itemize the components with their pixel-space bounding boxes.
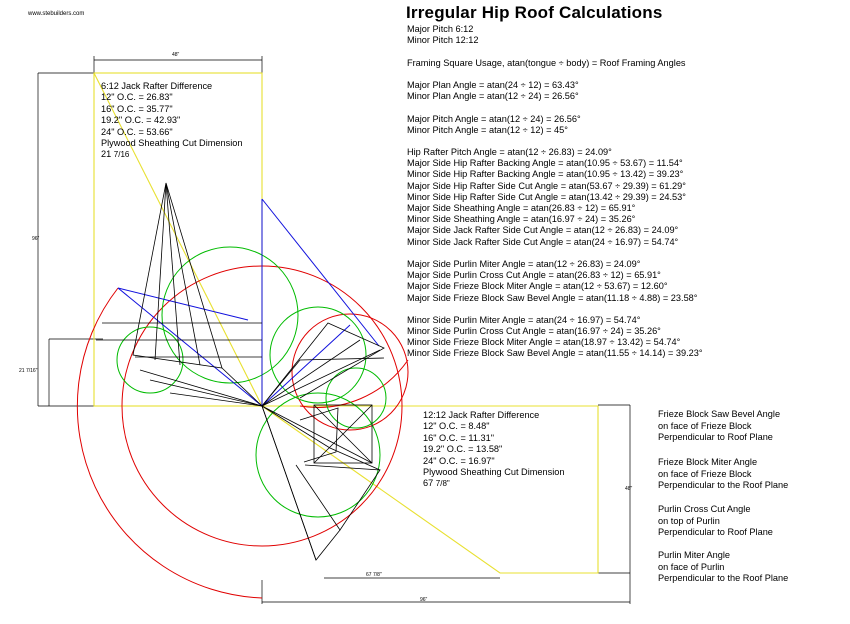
sheathing-whole: 21 [101,149,112,160]
legend-line: Purlin Miter Angle [658,550,731,560]
dimension-left-mid: 21 7/16" [19,368,38,374]
red-arcs [77,266,408,598]
legend-line: Perpendicular to Roof Plane [658,527,773,538]
spacing-line: 16" O.C. = 35.77" [101,103,173,114]
legend-line: Perpendicular to the Roof Plane [658,573,789,584]
formula-line: Major Side Frieze Block Miter Angle = atan(12 ÷ 53.67) = 12.60° [407,281,668,292]
formula-line: Framing Square Usage, atan(tongue ÷ body) = Roof Framing Angles [407,57,686,68]
legend-line: on face of Frieze Block [658,420,752,431]
sheathing-fraction: 7/8" [435,479,450,489]
formula-line: Major Pitch Angle = atan(12 ÷ 24) = 26.56° [407,113,581,124]
spacing-line: 24" O.C. = 16.97" [423,455,495,466]
legend-line: Perpendicular to Roof Plane [658,432,773,443]
formula-line: Minor Side Purlin Miter Angle = atan(24 ÷ 16.97) = 54.74° [407,314,641,325]
formula-line: Minor Side Frieze Block Saw Bevel Angle = atan(11.55 ÷ 14.14) = 39.23° [407,348,703,359]
construction-lines [96,183,384,560]
website-label: www.stebuilders.com [28,11,85,17]
formula-line: Minor Side Jack Rafter Side Cut Angle = atan(24 ÷ 16.97) = 54.74° [407,236,679,247]
sheathing-dimension [101,149,242,160]
spacing-line: 12" O.C. = 8.48" [423,421,490,432]
dimension-left-height: 96" [32,236,40,242]
spacing-line: 24" O.C. = 53.66" [101,126,173,137]
formula-line: Major Side Jack Rafter Side Cut Angle = atan(12 ÷ 26.83) = 24.09° [407,225,679,236]
sheathing-fraction: 7/16 [113,150,130,160]
dimension-bottom-mid: 67 7/8" [366,572,382,578]
legend-line: Frieze Block Miter Angle [658,457,758,467]
legend-purlin-cross-cut [658,504,773,539]
page-title: Irregular Hip Roof Calculations [406,3,663,22]
formula-line: Major Side Hip Rafter Backing Angle = atan(10.95 ÷ 53.67) = 11.54° [407,158,683,169]
legend-line: on top of Purlin [658,515,720,526]
sheathing-label: Plywood Sheathing Cut Dimension [423,466,565,477]
formula-line: Minor Side Purlin Cross Cut Angle = atan(16.97 ÷ 24) = 35.26° [407,326,661,337]
box-heading: 6:12 Jack Rafter Difference [101,81,213,91]
formula-line: Minor Plan Angle = atan(12 ÷ 24) = 26.56° [407,91,579,102]
legend-frieze-saw-bevel [658,409,780,444]
box-heading: 12:12 Jack Rafter Difference [423,410,540,420]
spacing-line: 19.2" O.C. = 42.93" [101,115,181,126]
spacing-line: 12" O.C. = 26.83" [101,92,173,103]
formula-line: Minor Side Hip Rafter Backing Angle = atan(10.95 ÷ 13.42) = 39.23° [407,169,684,180]
formula-line: Major Side Hip Rafter Side Cut Angle = atan(53.67 ÷ 29.39) = 61.29° [407,180,686,191]
minor-pitch: Minor Pitch 12:12 [407,35,479,46]
formula-line: Minor Pitch Angle = atan(12 ÷ 12) = 45° [407,124,568,135]
formula-line: Major Side Purlin Miter Angle = atan(12 ÷ 26.83) = 24.09° [407,258,641,269]
sheathing-dimension [423,478,564,489]
dimension-right-height: 48" [625,486,633,492]
spacing-line: 19.2" O.C. = 13.58" [423,444,503,455]
legend-frieze-miter [658,457,788,492]
formula-line: Minor Side Hip Rafter Side Cut Angle = atan(13.42 ÷ 29.39) = 24.53° [407,191,686,202]
dimension-top-width: 48" [172,52,180,58]
calculation-list [407,24,703,360]
formula-line: Major Plan Angle = atan(24 ÷ 12) = 63.43° [407,79,579,90]
formula-line: Hip Rafter Pitch Angle = atan(12 ÷ 26.83) = 24.09° [407,147,612,158]
formula-line: Major Side Sheathing Angle = atan(26.83 ÷ 12) = 65.91° [407,203,636,213]
sheathing-label: Plywood Sheathing Cut Dimension [101,137,243,148]
major-jack-rafter-box [101,81,242,161]
spacing-line: 16" O.C. = 11.31" [423,432,494,443]
minor-jack-rafter-box [423,410,564,490]
legend-line: on face of Purlin [658,561,725,572]
formula-line: Minor Side Sheathing Angle = atan(16.97 ÷ 24) = 35.26° [407,214,636,225]
sheathing-whole: 67 [423,478,434,489]
formula-line: Minor Side Frieze Block Miter Angle = atan(18.97 ÷ 13.42) = 54.74° [407,337,681,348]
dimension-bottom-full: 96" [420,597,428,603]
legend-line: Purlin Cross Cut Angle [658,504,751,514]
legend-line: Frieze Block Saw Bevel Angle [658,409,781,419]
legend-purlin-miter [658,550,788,585]
legend-line: on face of Frieze Block [658,468,752,479]
major-pitch: Major Pitch 6:12 [407,24,474,34]
formula-line: Major Side Frieze Block Saw Bevel Angle = atan(11.18 ÷ 4.88) = 23.58° [407,292,698,303]
legend-line: Perpendicular to the Roof Plane [658,480,789,491]
formula-line: Major Side Purlin Cross Cut Angle = atan(26.83 ÷ 12) = 65.91° [407,270,661,281]
